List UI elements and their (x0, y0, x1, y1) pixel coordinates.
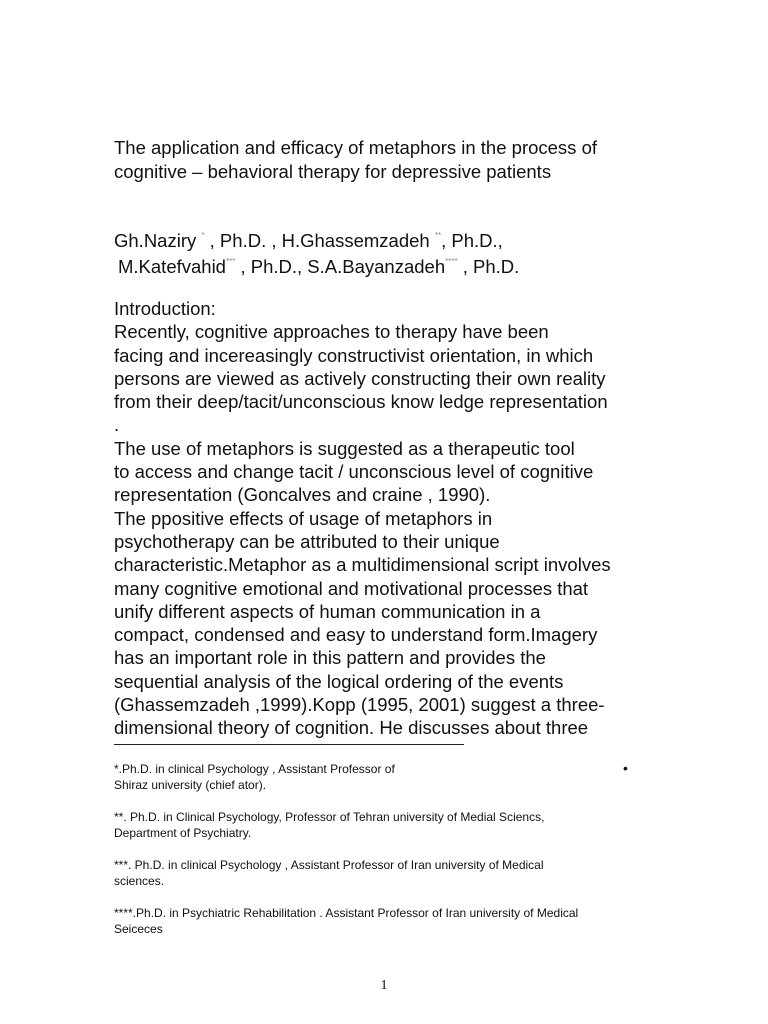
body-text (114, 297, 674, 740)
body-line: The use of metaphors is suggested as a therapeutic tool (114, 437, 575, 459)
footnote-line: ***. Ph.D. in clinical Psychology , Assistant Professor of Iran university of Medical (114, 858, 544, 872)
title-line: The application and efficacy of metaphors in the process of (114, 137, 597, 158)
body-line: facing and incereasingly constructivist orientation, in which (114, 344, 594, 366)
affiliation-mark: *** (225, 257, 236, 266)
footnotes (114, 761, 654, 953)
affiliation-mark: ** (434, 231, 442, 240)
body-line: Recently, cognitive approaches to therapy have been (114, 321, 549, 343)
author-name: Gh.Naziry (114, 230, 197, 251)
footnote (114, 857, 654, 889)
footnote-line: ****.Ph.D. in Psychiatric Rehabilitation . Assistant Professor of Iran university of Medical (114, 906, 579, 920)
affiliation-mark: **** (445, 257, 458, 266)
footnote-line: sciences. (114, 874, 165, 888)
bullet-mark: • (623, 760, 628, 776)
author-degree: , Ph.D., (441, 230, 503, 251)
body-line: The ppositive effects of usage of metaphors in (114, 507, 493, 529)
section-heading: Introduction: (114, 298, 216, 319)
author-list (114, 228, 519, 280)
footnote-line: **. Ph.D. in Clinical Psychology, Professor of Tehran university of Medial Sciencs, (114, 810, 545, 824)
author-degree: , Ph.D. , H.Ghassemzadeh (209, 230, 430, 251)
author-name: M.Katefvahid (118, 256, 226, 277)
body-line: to access and change tacit / unconscious level of cognitive (114, 461, 594, 483)
body-line: psychotherapy can be attributed to their unique (114, 530, 500, 552)
author-degree: , Ph.D. (457, 256, 520, 277)
footnote (114, 905, 654, 937)
body-line: dimensional theory of cognition. He discusses about three (114, 717, 589, 739)
author-degree: , Ph.D., S.A.Bayanzadeh (235, 256, 446, 277)
title-line: cognitive – behavioral therapy for depressive patients (114, 161, 552, 182)
body-line: compact, condensed and easy to understand form.Imagery (114, 624, 598, 646)
footnote-line: *.Ph.D. in clinical Psychology , Assistant Professor of (114, 762, 395, 776)
body-line: characteristic.Metaphor as a multidimensional script involves (114, 554, 611, 576)
author-line (114, 254, 519, 280)
body-line: persons are viewed as actively constructing their own reality (114, 367, 606, 389)
affiliation-mark: * (201, 231, 205, 240)
body-line: representation (Goncalves and craine , 1990). (114, 484, 491, 506)
body-line: has an important role in this pattern and provides the (114, 647, 546, 669)
body-line: many cognitive emotional and motivational processes that (114, 577, 589, 599)
footnote-line: Seiceces (114, 922, 163, 936)
paper-title (114, 136, 674, 184)
body-line: from their deep/tacit/unconscious know ledge representation (114, 391, 608, 413)
footnote-line: Department of Psychiatry. (114, 826, 252, 840)
footnote-divider (114, 744, 464, 745)
footnote (114, 809, 654, 841)
body-line: unify different aspects of human communication in a (114, 600, 541, 622)
body-line: sequential analysis of the logical ordering of the events (114, 670, 564, 692)
footnote-line: Shiraz university (chief ator). (114, 778, 267, 792)
page-number: 1 (380, 978, 388, 993)
author-line (114, 228, 519, 254)
body-line: . (114, 414, 120, 436)
body-line: (Ghassemzadeh ,1999).Kopp (1995, 2001) suggest a three- (114, 694, 605, 716)
footnote (114, 761, 654, 793)
